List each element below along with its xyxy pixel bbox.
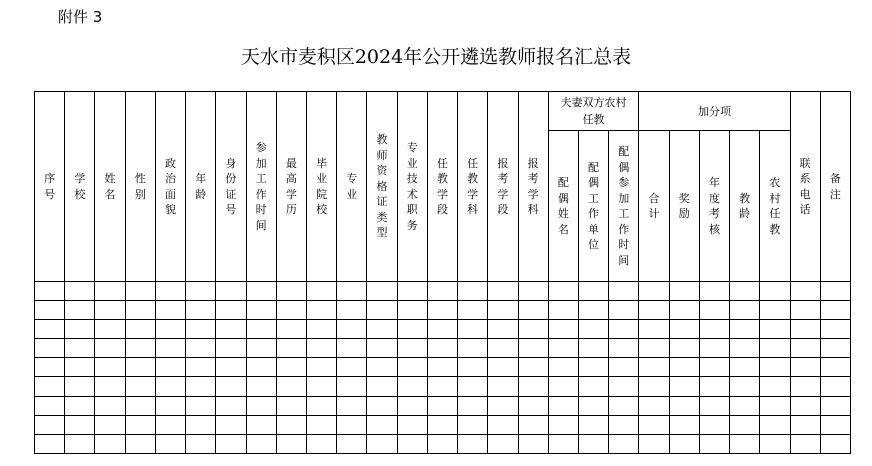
table-cell[interactable]: [125, 377, 155, 396]
table-cell[interactable]: [155, 358, 185, 377]
header-rural-teaching: 农村任教: [760, 131, 790, 282]
table-cell[interactable]: [669, 320, 699, 339]
registration-table: [34, 91, 851, 454]
table-cell[interactable]: [35, 358, 65, 377]
table-cell[interactable]: [95, 377, 125, 396]
table-cell[interactable]: [518, 396, 548, 415]
table-cell[interactable]: [367, 415, 397, 434]
table-cell[interactable]: [730, 434, 760, 453]
table-cell[interactable]: [246, 358, 276, 377]
table-cell[interactable]: [95, 396, 125, 415]
table-cell[interactable]: [427, 339, 457, 358]
table-cell[interactable]: [397, 415, 427, 434]
table-cell[interactable]: [246, 415, 276, 434]
table-cell[interactable]: [790, 434, 820, 453]
table-cell[interactable]: [276, 358, 306, 377]
table-cell[interactable]: [306, 320, 336, 339]
table-cell[interactable]: [578, 301, 608, 320]
table-cell[interactable]: [216, 415, 246, 434]
table-cell[interactable]: [186, 377, 216, 396]
table-cell[interactable]: [65, 415, 95, 434]
table-cell[interactable]: [760, 282, 790, 301]
table-cell[interactable]: [65, 377, 95, 396]
table-cell[interactable]: [548, 434, 578, 453]
table-cell[interactable]: [730, 377, 760, 396]
table-cell[interactable]: [820, 282, 850, 301]
table-cell[interactable]: [639, 358, 669, 377]
table-cell[interactable]: [276, 415, 306, 434]
table-cell[interactable]: [397, 339, 427, 358]
table-cell[interactable]: [65, 396, 95, 415]
table-cell[interactable]: [155, 301, 185, 320]
table-cell[interactable]: [790, 377, 820, 396]
table-cell[interactable]: [669, 377, 699, 396]
table-cell[interactable]: [65, 339, 95, 358]
table-cell[interactable]: [65, 358, 95, 377]
table-cell[interactable]: [578, 282, 608, 301]
header-work-time: 参加工作时间: [246, 92, 276, 282]
table-cell[interactable]: [276, 396, 306, 415]
table-cell[interactable]: [337, 434, 367, 453]
header-spouse-unit: 配偶工作单位: [578, 131, 608, 282]
header-graduate-school: 毕业院校: [306, 92, 336, 282]
table-cell[interactable]: [397, 282, 427, 301]
header-annual-review: 年度考核: [699, 131, 729, 282]
table-cell[interactable]: [609, 320, 639, 339]
table-cell[interactable]: [609, 377, 639, 396]
table-cell[interactable]: [367, 320, 397, 339]
table-cell[interactable]: [155, 434, 185, 453]
table-cell[interactable]: [639, 339, 669, 358]
table-cell[interactable]: [699, 415, 729, 434]
table-cell[interactable]: [306, 396, 336, 415]
table-cell[interactable]: [246, 320, 276, 339]
table-cell[interactable]: [397, 301, 427, 320]
table-cell[interactable]: [699, 320, 729, 339]
table-cell[interactable]: [367, 434, 397, 453]
header-political: 政治面貌: [155, 92, 185, 282]
table-cell[interactable]: [186, 339, 216, 358]
table-cell[interactable]: [276, 301, 306, 320]
table-cell[interactable]: [518, 339, 548, 358]
table-cell[interactable]: [518, 415, 548, 434]
page-title: 天水市麦积区2024年公开遴选教师报名汇总表: [240, 46, 632, 68]
table-cell[interactable]: [306, 434, 336, 453]
attachment-label: 附件 3: [58, 8, 103, 26]
table-cell[interactable]: [65, 301, 95, 320]
table-cell[interactable]: [95, 434, 125, 453]
header-remarks: 备注: [820, 92, 850, 282]
table-cell[interactable]: [95, 320, 125, 339]
table-cell[interactable]: [488, 396, 518, 415]
table-cell[interactable]: [669, 301, 699, 320]
table-cell[interactable]: [578, 358, 608, 377]
table-cell[interactable]: [125, 415, 155, 434]
table-cell[interactable]: [458, 282, 488, 301]
table-cell[interactable]: [246, 339, 276, 358]
table-cell[interactable]: [820, 434, 850, 453]
table-cell[interactable]: [669, 396, 699, 415]
table-cell[interactable]: [639, 320, 669, 339]
table-cell[interactable]: [35, 282, 65, 301]
table-row: [35, 415, 851, 434]
table-cell[interactable]: [458, 301, 488, 320]
table-cell[interactable]: [639, 282, 669, 301]
header-seq: 序号: [35, 92, 65, 282]
table-cell[interactable]: [95, 339, 125, 358]
table-cell[interactable]: [699, 396, 729, 415]
table-cell[interactable]: [760, 358, 790, 377]
table-cell[interactable]: [790, 301, 820, 320]
table-cell[interactable]: [609, 282, 639, 301]
table-cell[interactable]: [790, 415, 820, 434]
table-cell[interactable]: [820, 358, 850, 377]
table-cell[interactable]: [155, 377, 185, 396]
header-total: 合计: [639, 131, 669, 282]
table-cell[interactable]: [609, 339, 639, 358]
header-age: 年龄: [186, 92, 216, 282]
table-cell[interactable]: [730, 396, 760, 415]
table-cell[interactable]: [427, 415, 457, 434]
table-cell[interactable]: [790, 396, 820, 415]
table-cell[interactable]: [246, 434, 276, 453]
table-cell[interactable]: [246, 377, 276, 396]
table-cell[interactable]: [276, 320, 306, 339]
table-cell[interactable]: [820, 415, 850, 434]
table-cell[interactable]: [548, 415, 578, 434]
table-cell[interactable]: [760, 301, 790, 320]
table-cell[interactable]: [125, 282, 155, 301]
table-cell[interactable]: [216, 301, 246, 320]
header-spouse-name: 配偶姓名: [548, 131, 578, 282]
table-cell[interactable]: [820, 301, 850, 320]
table-cell[interactable]: [35, 415, 65, 434]
table-cell[interactable]: [35, 320, 65, 339]
table-cell[interactable]: [155, 339, 185, 358]
header-award: 奖励: [669, 131, 699, 282]
table-row: [35, 339, 851, 358]
table-cell[interactable]: [548, 320, 578, 339]
table-cell[interactable]: [186, 434, 216, 453]
table-cell[interactable]: [367, 396, 397, 415]
table-cell[interactable]: [337, 339, 367, 358]
table-cell[interactable]: [820, 339, 850, 358]
table-cell[interactable]: [730, 282, 760, 301]
table-cell[interactable]: [609, 301, 639, 320]
table-cell[interactable]: [578, 320, 608, 339]
table-cell[interactable]: [760, 434, 790, 453]
table-cell[interactable]: [427, 320, 457, 339]
table-cell[interactable]: [306, 282, 336, 301]
table-cell[interactable]: [820, 396, 850, 415]
table-row: [35, 320, 851, 339]
table-cell[interactable]: [95, 415, 125, 434]
table-cell[interactable]: [367, 301, 397, 320]
table-cell[interactable]: [790, 358, 820, 377]
table-cell[interactable]: [155, 415, 185, 434]
table-cell[interactable]: [65, 320, 95, 339]
table-cell[interactable]: [760, 396, 790, 415]
header-name: 姓名: [95, 92, 125, 282]
table-cell[interactable]: [397, 320, 427, 339]
table-cell[interactable]: [488, 282, 518, 301]
table-cell[interactable]: [669, 358, 699, 377]
table-cell[interactable]: [488, 339, 518, 358]
table-cell[interactable]: [669, 434, 699, 453]
table-cell[interactable]: [65, 434, 95, 453]
header-bonus-group: 加分项: [639, 92, 790, 131]
table-cell[interactable]: [518, 358, 548, 377]
header-tech-title: 专业技术职务: [397, 92, 427, 282]
table-cell[interactable]: [639, 415, 669, 434]
table-cell[interactable]: [578, 415, 608, 434]
header-couple-group: 夫妻双方农村任教: [548, 92, 639, 131]
table-cell[interactable]: [639, 396, 669, 415]
table-cell[interactable]: [488, 377, 518, 396]
table-cell[interactable]: [306, 377, 336, 396]
table-cell[interactable]: [730, 339, 760, 358]
table-cell[interactable]: [458, 396, 488, 415]
table-cell[interactable]: [669, 339, 699, 358]
table-cell[interactable]: [699, 358, 729, 377]
table-cell[interactable]: [337, 377, 367, 396]
table-cell[interactable]: [578, 434, 608, 453]
table-cell[interactable]: [639, 434, 669, 453]
table-cell[interactable]: [337, 415, 367, 434]
table-cell[interactable]: [186, 396, 216, 415]
table-cell[interactable]: [609, 358, 639, 377]
table-cell[interactable]: [488, 434, 518, 453]
header-spouse-work-time: 配偶参加工作时间: [609, 131, 639, 282]
table-cell[interactable]: [397, 396, 427, 415]
table-cell[interactable]: [760, 377, 790, 396]
table-cell[interactable]: [548, 301, 578, 320]
table-cell[interactable]: [730, 358, 760, 377]
table-cell[interactable]: [337, 396, 367, 415]
table-cell[interactable]: [488, 415, 518, 434]
header-education: 最高学历: [276, 92, 306, 282]
table-cell[interactable]: [699, 339, 729, 358]
table-cell[interactable]: [518, 282, 548, 301]
table-cell[interactable]: [186, 358, 216, 377]
table-cell[interactable]: [65, 282, 95, 301]
table-cell[interactable]: [216, 320, 246, 339]
table-cell[interactable]: [518, 434, 548, 453]
table-cell[interactable]: [155, 282, 185, 301]
table-cell[interactable]: [276, 377, 306, 396]
table-cell[interactable]: [609, 415, 639, 434]
table-cell[interactable]: [397, 434, 427, 453]
header-apply-subject: 报考学科: [518, 92, 548, 282]
table-cell[interactable]: [95, 282, 125, 301]
header-cert-type: 教师资格证类型: [367, 92, 397, 282]
table-cell[interactable]: [427, 434, 457, 453]
table-cell[interactable]: [458, 320, 488, 339]
table-cell[interactable]: [578, 377, 608, 396]
table-cell[interactable]: [125, 339, 155, 358]
table-cell[interactable]: [458, 339, 488, 358]
header-teach-subject: 任教学科: [458, 92, 488, 282]
table-cell[interactable]: [306, 339, 336, 358]
table-cell[interactable]: [216, 396, 246, 415]
table-cell[interactable]: [276, 282, 306, 301]
table-cell[interactable]: [427, 396, 457, 415]
table-cell[interactable]: [186, 415, 216, 434]
table-cell[interactable]: [820, 320, 850, 339]
table-cell[interactable]: [820, 377, 850, 396]
table-cell[interactable]: [548, 282, 578, 301]
table-cell[interactable]: [609, 434, 639, 453]
table-cell[interactable]: [639, 301, 669, 320]
table-cell[interactable]: [125, 396, 155, 415]
table-cell[interactable]: [216, 434, 246, 453]
table-cell[interactable]: [669, 282, 699, 301]
table-cell[interactable]: [306, 415, 336, 434]
table-cell[interactable]: [337, 320, 367, 339]
header-gender: 性别: [125, 92, 155, 282]
table-cell[interactable]: [125, 358, 155, 377]
table-cell[interactable]: [397, 358, 427, 377]
table-cell[interactable]: [488, 301, 518, 320]
table-cell[interactable]: [246, 301, 276, 320]
table-cell[interactable]: [276, 434, 306, 453]
table-cell[interactable]: [427, 301, 457, 320]
header-school: 学校: [65, 92, 95, 282]
table-cell[interactable]: [790, 339, 820, 358]
header-id-no: 身份证号: [216, 92, 246, 282]
table-cell[interactable]: [216, 339, 246, 358]
table-cell[interactable]: [35, 377, 65, 396]
table-cell[interactable]: [578, 339, 608, 358]
table-cell[interactable]: [337, 282, 367, 301]
table-cell[interactable]: [427, 358, 457, 377]
table-cell[interactable]: [730, 320, 760, 339]
table-cell[interactable]: [488, 320, 518, 339]
table-cell[interactable]: [35, 301, 65, 320]
table-row: [35, 434, 851, 453]
header-phone: 联系电话: [790, 92, 820, 282]
table-cell[interactable]: [488, 358, 518, 377]
table-cell[interactable]: [337, 358, 367, 377]
table-cell[interactable]: [155, 396, 185, 415]
table-row: [35, 377, 851, 396]
table-cell[interactable]: [155, 320, 185, 339]
table-cell[interactable]: [578, 396, 608, 415]
table-cell[interactable]: [458, 358, 488, 377]
table-cell[interactable]: [518, 377, 548, 396]
table-cell[interactable]: [337, 301, 367, 320]
table-cell[interactable]: [125, 301, 155, 320]
table-cell[interactable]: [730, 415, 760, 434]
table-cell[interactable]: [246, 396, 276, 415]
table-cell[interactable]: [216, 377, 246, 396]
table-cell[interactable]: [760, 415, 790, 434]
table-row: [35, 358, 851, 377]
table-cell[interactable]: [760, 339, 790, 358]
table-row: [35, 396, 851, 415]
table-cell[interactable]: [306, 301, 336, 320]
header-row-group: [35, 92, 851, 131]
table-row: [35, 282, 851, 301]
table-cell[interactable]: [760, 320, 790, 339]
table-cell[interactable]: [246, 282, 276, 301]
table-cell[interactable]: [518, 320, 548, 339]
table-cell[interactable]: [548, 377, 578, 396]
table-cell[interactable]: [367, 358, 397, 377]
table-cell[interactable]: [427, 377, 457, 396]
table-cell[interactable]: [125, 320, 155, 339]
table-cell[interactable]: [790, 282, 820, 301]
table-cell[interactable]: [306, 358, 336, 377]
table-cell[interactable]: [548, 358, 578, 377]
table-cell[interactable]: [35, 434, 65, 453]
table-cell[interactable]: [367, 282, 397, 301]
table-cell[interactable]: [699, 301, 729, 320]
table-cell[interactable]: [548, 396, 578, 415]
table-cell[interactable]: [216, 358, 246, 377]
table-cell[interactable]: [186, 282, 216, 301]
table-cell[interactable]: [186, 301, 216, 320]
table-cell[interactable]: [699, 377, 729, 396]
table-cell[interactable]: [548, 339, 578, 358]
table-cell[interactable]: [216, 282, 246, 301]
table-cell[interactable]: [125, 434, 155, 453]
table-cell[interactable]: [699, 434, 729, 453]
table-cell[interactable]: [609, 396, 639, 415]
table-cell[interactable]: [790, 320, 820, 339]
header-teaching-years: 教龄: [730, 131, 760, 282]
table-cell[interactable]: [95, 301, 125, 320]
header-teach-stage: 任教学段: [427, 92, 457, 282]
table-cell[interactable]: [186, 320, 216, 339]
table-cell[interactable]: [427, 282, 457, 301]
table-cell[interactable]: [276, 339, 306, 358]
table-cell[interactable]: [95, 358, 125, 377]
header-major: 专业: [337, 92, 367, 282]
table-cell[interactable]: [669, 415, 699, 434]
table-cell[interactable]: [458, 377, 488, 396]
table-cell[interactable]: [367, 377, 397, 396]
table-cell[interactable]: [730, 301, 760, 320]
table-cell[interactable]: [458, 415, 488, 434]
table-cell[interactable]: [639, 377, 669, 396]
table-cell[interactable]: [35, 339, 65, 358]
table-cell[interactable]: [35, 396, 65, 415]
table-cell[interactable]: [397, 377, 427, 396]
table-cell[interactable]: [367, 339, 397, 358]
header-apply-stage: 报考学段: [488, 92, 518, 282]
table-row: [35, 301, 851, 320]
table-cell[interactable]: [458, 434, 488, 453]
table-cell[interactable]: [518, 301, 548, 320]
table-cell[interactable]: [699, 282, 729, 301]
